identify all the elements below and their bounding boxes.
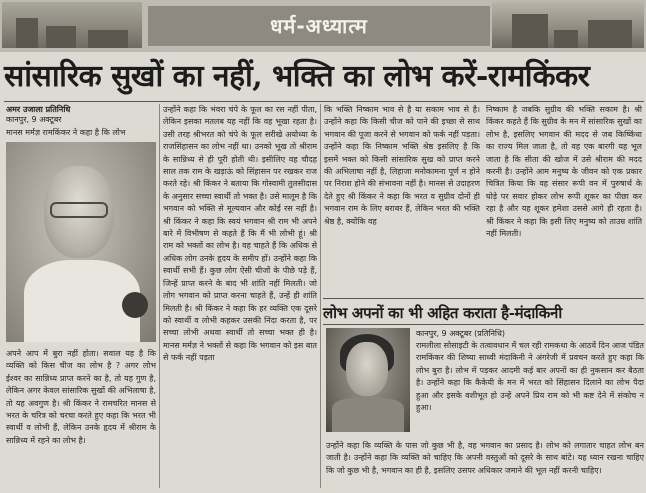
second-headline-rule [323, 324, 644, 325]
photo-ramkinkar [6, 142, 156, 342]
col1-intro-text: मानस मर्मज्ञ रामकिंकर ने कहा है कि लोभ [6, 128, 126, 137]
column-divider-2 [320, 104, 321, 488]
byline-source: अमर उजाला प्रतिनिधि [6, 105, 71, 114]
col2-body [163, 104, 317, 488]
second-body-bottom [326, 440, 644, 490]
second-body-top-text: रामलीला सोसाइटी के तत्वावधान में चल रही रामकथा के आठवें दिन आज पंडित रामकिंकर की शिष्या साध्वी मंदाकिनी ने अंगरेजी में प्रवचन करते हुए कहा कि लोभ बुरा है। लोभ में पड़कर आदमी कई बार अपनों का ही नुकसान कर बैठता है। उन्होंने कहा कि कैकेयी के मन में भरत को सिंहासन दिलाने का लोभ पैदा हुआ और इसके वशीभूत हो उन्हें अपने प्रिय राम को भी कष्ट देने में संकोच न हुआ। [416, 341, 644, 413]
col4-body [486, 104, 642, 294]
temple-image-left [2, 2, 142, 48]
photo2-body [332, 398, 404, 432]
main-headline: सांसारिक सुखों का नहीं, भक्ति का लोभ करें-रामकिंकर [4, 59, 590, 94]
col1-body-text: अपने आप में बुरा नहीं होता। सवाल यह है कि व्यक्ति को किस चीज का लोभ है ? अगर लोभ ईश्वर का सान्निध्य प्राप्त करने का है, तो यह गुण है, लेकिन अगर केवल सांसारिक सुखों की अभिलाषा है, तो यह अवगुण है। श्री किंकर ने रामचरित मानस से भरत के चरित्र को चरचा करते हुए कहा कि भरत भी स्वार्थी व लोभी हैं, लेकिन उनके हृदय में श्रीराम के सान्निध्य में रहने का लोभ है। [6, 349, 156, 445]
temple-image-right [492, 2, 644, 48]
microphone-icon [122, 292, 148, 318]
byline-place: कानपुर, 9 अक्टूबर [6, 115, 62, 124]
photo-glasses [50, 202, 108, 218]
second-headline: लोभ अपनों का भी अहित कराता है-मंदाकिनी [323, 304, 562, 322]
second-body-bottom-text: उन्होंने कहा कि व्यक्ति के पास जो कुछ भी है, वह भगवान का प्रसाद है। लोभ को लगातार चाहत लोभ बन जाती है। उन्होंने कहा कि व्यक्ति को चाहिए कि अपनी वस्तुओं को दूसरे के साथ बांटे। यह ध्यान रखना चाहिए कि जो कुछ भी है, भगवान का ही है, इसलिए उसपर अधिकार जमाने की भूल नहीं करनी चाहिए। [326, 441, 644, 475]
col2-body-text: उन्होंने कहा कि भंवरा चंपे के फूल का रस नहीं पीता, लेकिन इसका मतलब यह नहीं कि वह भूखा रहता है। उसी तरह श्रीभरत को चंपे के फूल सरीखे अयोध्या के राजसिंहासन का लोभ नहीं था। उनको भूख तो श्रीराम के सान्निध्य से ही पूरी होती थी। इसीलिए वह चौदह साल तक राम के खड़ाऊं को सिंहासन पर रखकर राज करते रहे। श्री किंकर ने बताया कि गोस्वामी तुलसीदास के अनुसार सच्चा स्वार्थी तो भक्त है। उसे मालूम है कि भगवान को भक्ति से मूल्यवान और कोई रस नहीं है। श्री किंकर ने कहा कि स्वयं भगवान श्री राम भी अपने बारे में विभीषण से कहते हैं कि मैं भी लोभी हूं। श्री राम को भक्तों का लोभ है। वह चाहते हैं कि अधिक से अधिक लोग उनके हृदय के समीप हों। उन्होंने कहा कि स्वार्थी सभी हैं। कुछ लोग ऐसी चीजों के पीछे पड़े हैं, जिन्हें प्राप्त करने के बाद भी शांति नहीं मिलती। जो लोग भगवान को प्राप्त करना चाहते हैं, उन्हें ही शांति मिलती है। श्री किंकर ने कहा कि हर व्यक्ति एक दूसरे को स्वार्थी व लोभी कहकर उसकी निंदा करता है, पर सच्चा लोभी अथवा स्वार्थी तो सच्चा भक्त ही है। मानस मर्मज्ञ ने भक्तों से कहा कि भगवान को इस बात से फर्क नहीं पड़ता [163, 105, 317, 363]
col3-body [324, 104, 480, 294]
article-separator [323, 298, 644, 299]
column-divider-1 [159, 104, 160, 488]
photo-mandakini [326, 328, 410, 432]
second-byline: कानपुर, 9 अक्टूबर (प्रतिनिधि) [416, 329, 506, 338]
section-title: धर्म-अध्यात्म [270, 14, 368, 38]
col4-body-text: निष्काम है जबकि सुग्रीव की भक्ति सकाम है। श्री किंकर कहते हैं कि सुग्रीव के मन में सांसारिक सुखों का लोभ है, इसलिए भगवान की मदद से जब किष्किंधा का राज्य मिल जाता है, तो वह एक बारगी यह भूल जाता है कि सीता की खोज में उसे श्रीराम की मदद करनी है। उन्होंने आम मनुष्य के जीवन को एक प्रकार चित्रित किया कि वह संसार रूपी वन में पुरुषार्थ के घोड़े पर सवार होकर लोभ रूपी शूकर का पीछा कर रहा है और यह शूकर हमेशा उससे आगे ही रहता है। श्री किंकर ने कहा कि इसी लिए मनुष्य को ताउम्र शांति नहीं मिलती। [486, 105, 642, 239]
col3-body-text: कि भक्ति निष्काम भाव से है या सकाम भाव से है। उन्होंने कहा कि किसी चीज को पाने की इच्छा से साथ भगवान की पूजा करने से भगवान को फर्क नहीं पड़ता। उन्होंने कहा कि निष्काम भक्ति श्रेष्ठ इसलिए है कि इसमें भक्त को किसी सांसारिक सुख को प्राप्त करने की अभिलाषा नहीं है, लिहाजा मनोकामना पूर्ण न होने पर निराश होने की संभावना नहीं है। मानस से उदाहरण देते हुए श्री किंकर ने कहा कि भरत व सुग्रीव दोनों ही भगवान राम के लिए बराबर हैं, लेकिन भरत की भक्ति श्रेष्ठ है, क्योंकि वह [324, 105, 480, 226]
section-banner [0, 0, 646, 52]
headline-rule [4, 101, 644, 102]
second-body-top [416, 340, 644, 440]
col1-intro [6, 127, 156, 140]
col1-body [6, 348, 156, 488]
photo2-face [346, 342, 388, 396]
